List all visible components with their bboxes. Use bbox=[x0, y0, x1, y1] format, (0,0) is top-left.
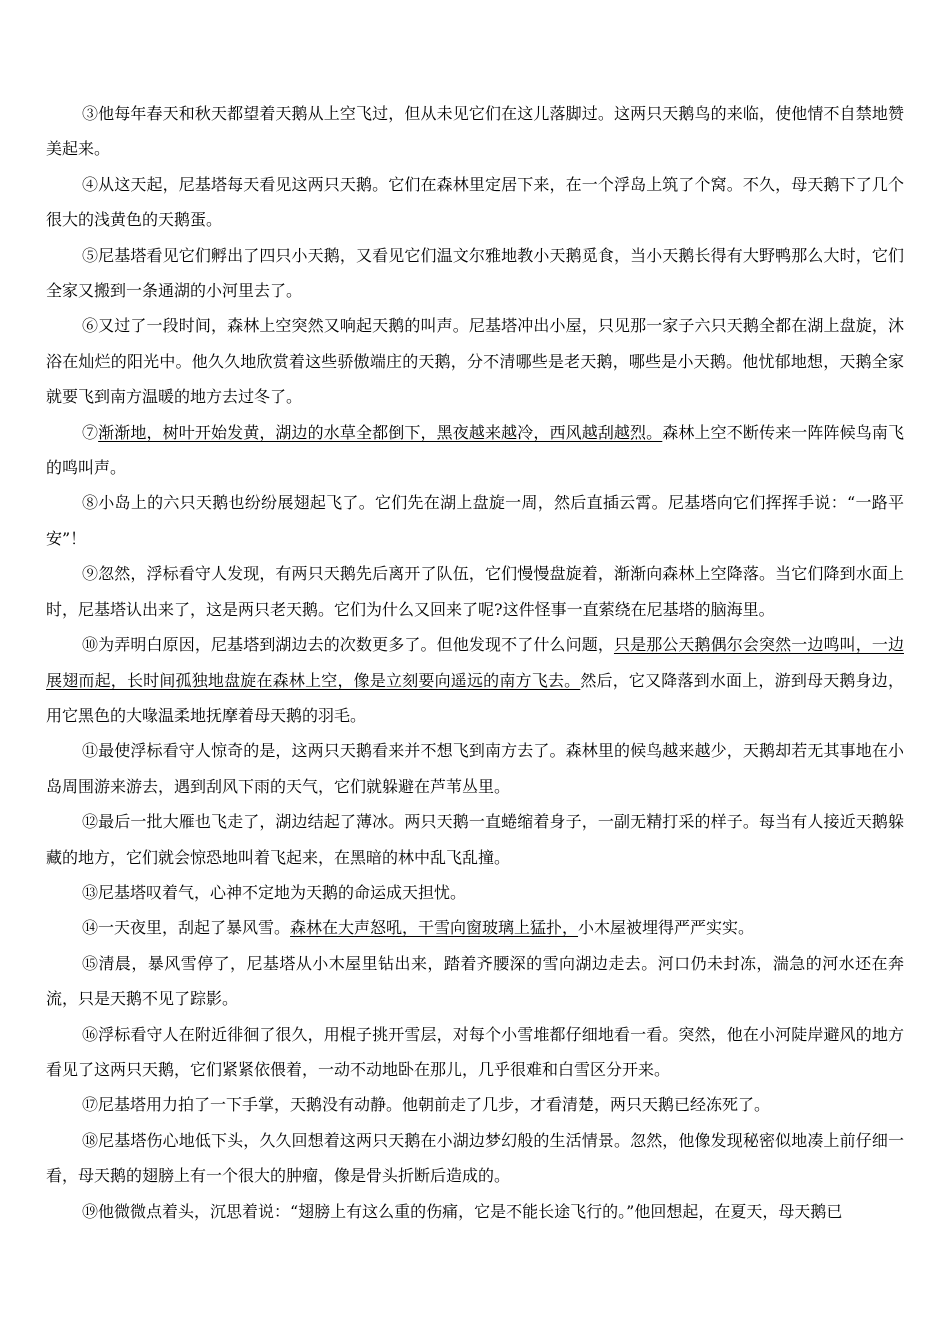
paragraph-p5 bbox=[46, 238, 904, 309]
paragraph-p12 bbox=[46, 804, 904, 875]
paragraph-p10 bbox=[46, 627, 904, 733]
paragraph-text: ⑩为弄明白原因，尼基塔到湖边去的次数更多了。但他发现不了什么问题， bbox=[82, 635, 614, 655]
paragraph-p7 bbox=[46, 415, 904, 486]
paragraph-text: ⑬尼基塔叹着气，心神不定地为天鹅的命运成天担忧。 bbox=[82, 882, 467, 902]
paragraph-p17 bbox=[46, 1087, 904, 1122]
paragraph-text: ⑧小岛上的六只天鹅也纷纷展翅起飞了。它们先在湖上盘旋一周，然后直插云霄。尼基塔向它们挥挥手说：“一路平安”！ bbox=[46, 493, 904, 548]
paragraph-text: 森林上空不断传来一阵阵候鸟南飞的鸣叫声。 bbox=[46, 422, 904, 478]
paragraph-p13 bbox=[46, 875, 904, 910]
paragraph-text: ⑪最使浮标看守人惊奇的是，这两只天鹅看来并不想飞到南方去了。森林里的候鸟越来越少，天鹅却若无其事地在小岛周围游来游去，遇到刮风下雨的天气，它们就躲避在芦苇丛里。 bbox=[46, 741, 904, 796]
paragraph-p18 bbox=[46, 1123, 904, 1194]
paragraph-p9 bbox=[46, 556, 904, 627]
paragraph-text: ⑥又过了一段时间，森林上空突然又响起天鹅的叫声。尼基塔冲出小屋，只见那一家子六只天鹅全都在湖上盘旋，沐浴在灿烂的阳光中。他久久地欣赏着这些骄傲端庄的天鹅，分不清哪些是老天鹅，哪些是小天鹅。他忧郁地想，天鹅全家就要飞到南方温暖的地方去过冬了。 bbox=[46, 316, 904, 407]
paragraph-p11 bbox=[46, 733, 904, 804]
paragraph-text: ⑰尼基塔用力拍了一下手掌，天鹅没有动静。他朝前走了几步，才看清楚，两只天鹅已经冻死了。 bbox=[82, 1095, 771, 1115]
paragraph-text: ⑮清晨，暴风雪停了，尼基塔从小木屋里钻出来，踏着齐腰深的雪向湖边走去。河口仍未封冻，湍急的河水还在奔流，只是天鹅不见了踪影。 bbox=[46, 953, 904, 1009]
paragraph-text: ⑤尼基塔看见它们孵出了四只小天鹅，又看见它们温文尔雅地教小天鹅觅食，当小天鹅长得有大野鸭那么大时，它们全家又搬到一条通湖的小河里去了。 bbox=[46, 245, 904, 301]
paragraph-text: ⑲他微微点着头，沉思着说：“翅膀上有这么重的伤痛，它是不能长途飞行的。”他回想起，在夏天，母天鹅已 bbox=[82, 1201, 843, 1221]
paragraph-text: ⑱尼基塔伤心地低下头，久久回想着这两只天鹅在小湖边梦幻般的生活情景。忽然，他像发现秘密似地凑上前仔细一看，母天鹅的翅膀上有一个很大的肿瘤，像是骨头折断后造成的。 bbox=[46, 1130, 904, 1186]
paragraph-text: ⑨忽然，浮标看守人发现，有两只天鹅先后离开了队伍，它们慢慢盘旋着，渐渐向森林上空降落。当它们降到水面上时，尼基塔认出来了，这是两只老天鹅。它们为什么又回来了呢?这件怪事一直萦绕在尼基塔的脑海里。 bbox=[46, 564, 904, 619]
underlined-text: 渐渐地，树叶开始发黄，湖边的水草全都倒下，黑夜越来越冷，西风越刮越烈。 bbox=[98, 422, 663, 442]
paragraph-text: 小木屋被埋得严严实实。 bbox=[578, 918, 755, 938]
paragraph-p8 bbox=[46, 485, 904, 556]
paragraph-text: ⑫最后一批大雁也飞走了，湖边结起了薄冰。两只天鹅一直蜷缩着身子，一副无精打采的样子。每当有人接近天鹅躲藏的地方，它们就会惊恐地叫着飞起来，在黑暗的林中乱飞乱撞。 bbox=[46, 812, 904, 867]
paragraph-text: ③他每年春天和秋天都望着天鹅从上空飞过，但从未见它们在这儿落脚过。这两只天鹅鸟的来临，使他情不自禁地赞美起来。 bbox=[46, 104, 904, 159]
paragraph-text: ⑯浮标看守人在附近徘徊了很久，用棍子挑开雪层，对每个小雪堆都仔细地看一看。突然，他在小河陡岸避风的地方看见了这两只天鹅，它们紧紧依偎着，一动不动地卧在那儿，几乎很难和白雪区分开来。 bbox=[46, 1024, 904, 1079]
paragraph-p14 bbox=[46, 910, 904, 945]
paragraph-p3 bbox=[46, 96, 904, 167]
paragraph-p4 bbox=[46, 167, 904, 238]
underlined-text: 森林在大声怒吼，干雪向窗玻璃上猛扑， bbox=[290, 918, 579, 938]
paragraph-text: ④从这天起，尼基塔每天看见这两只天鹅。它们在森林里定居下来，在一个浮岛上筑了个窝。不久，母天鹅下了几个很大的浅黄色的天鹅蛋。 bbox=[46, 174, 904, 230]
paragraph-p15 bbox=[46, 946, 904, 1017]
paragraph-text: ⑦ bbox=[82, 422, 99, 442]
paragraph-text: ⑭一天夜里，刮起了暴风雪。 bbox=[82, 918, 291, 938]
paragraph-text: 然后，它又降落到水面上，游到母天鹅身边，用它黑色的大喙温柔地抚摩着母天鹅的羽毛。 bbox=[46, 670, 904, 725]
paragraph-p19 bbox=[46, 1194, 904, 1229]
underlined-text: 只是那公天鹅偶尔会突然一边鸣叫，一边展翅而起，长时间孤独地盘旋在森林上空，像是立刻要向遥远的南方飞去。 bbox=[46, 635, 904, 690]
paragraph-p16 bbox=[46, 1017, 904, 1088]
article-body bbox=[46, 96, 904, 1229]
paragraph-p6 bbox=[46, 308, 904, 414]
